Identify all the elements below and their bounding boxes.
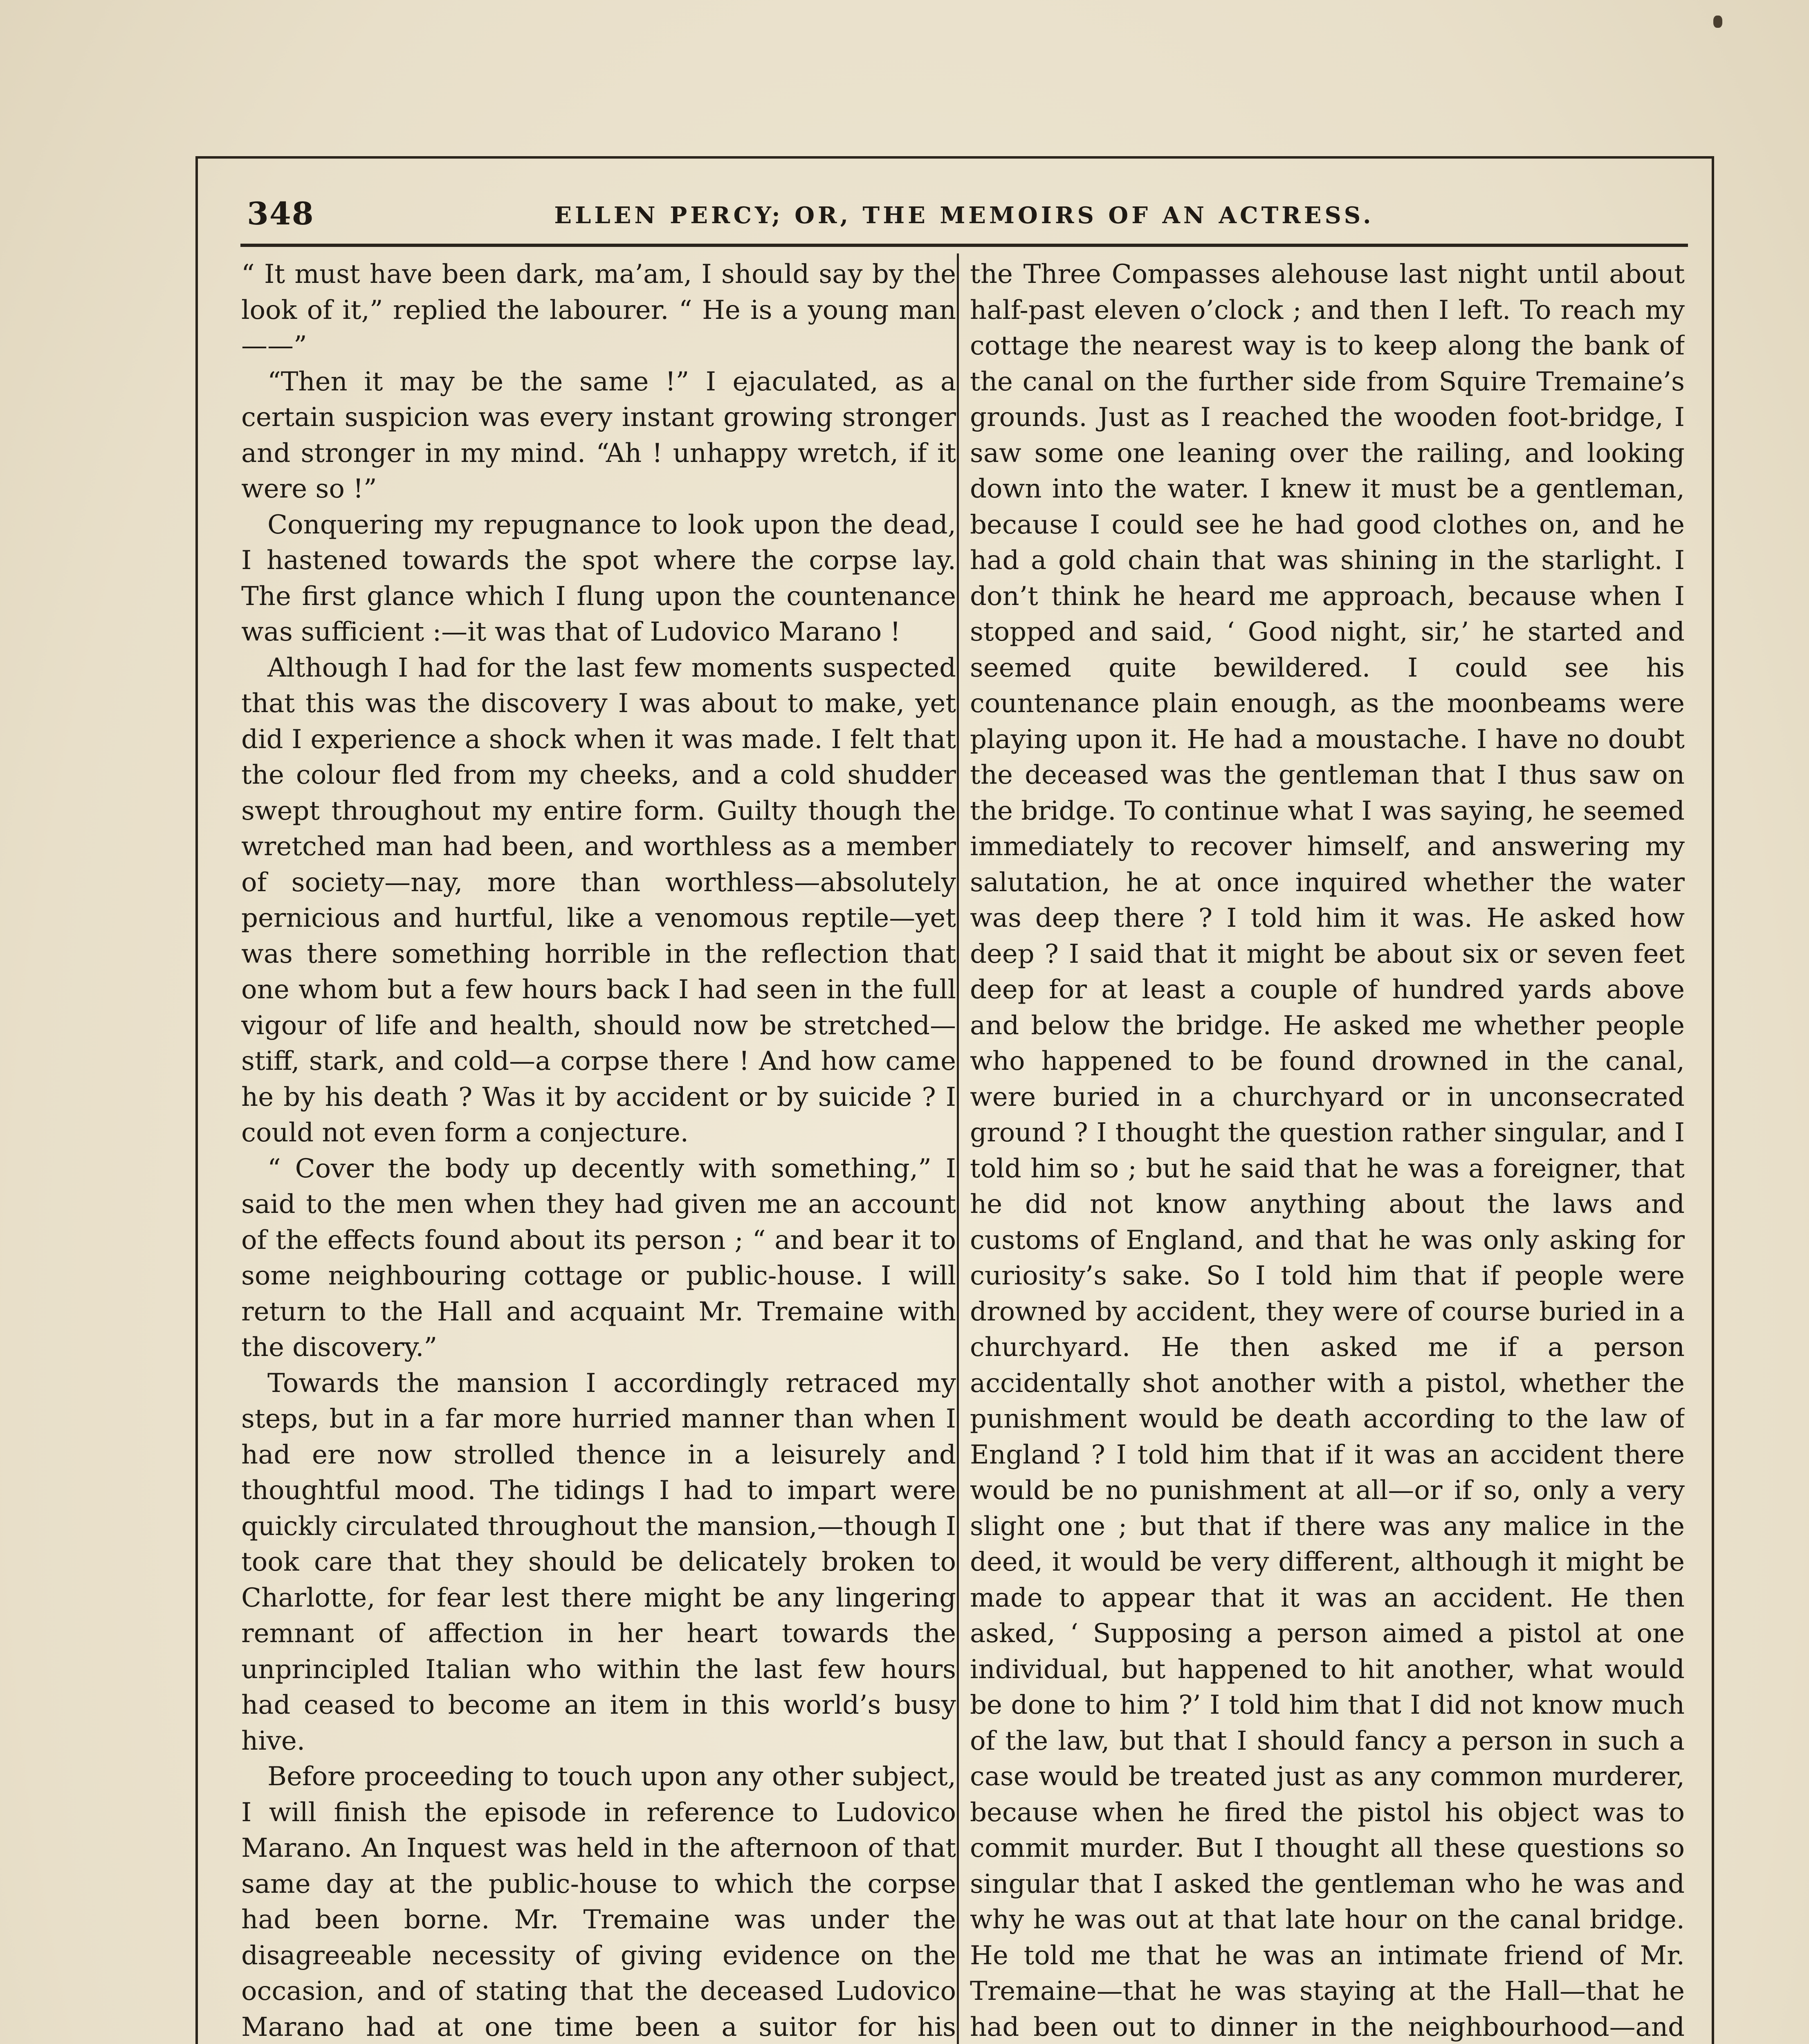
- column-divider: [957, 253, 959, 2044]
- paragraph: Towards the mansion I accordingly retraced my steps, but in a far more hurried manner than when I had ere now strolled thence in a leisurely and thoughtful mood. The tidings I had to impart were quickly circulated throughout the mansion,—though I took care that they should be delicately broken to Charlotte, for fear lest there might be any lingering remnant of affection in her heart towards the unprincipled Italian who within the last few hours had ceased to become an item in this world’s busy hive.: [241, 1368, 956, 1756]
- page-number: 348: [247, 195, 314, 232]
- header-rule: [240, 244, 1688, 247]
- paragraph: “ It must have been dark, ma’am, I should say by the look of it,” replied the labourer. “ He is a young man——”: [241, 259, 956, 361]
- ink-speck: [1713, 16, 1722, 28]
- paragraph: Conquering my repugnance to look upon the dead, I hastened towards the spot where the corpse lay. The first glance which I flung upon the countenance was sufficient :—it was that of Ludovico Marano !: [241, 509, 956, 647]
- right-column: [970, 257, 1685, 2044]
- paragraph: Before proceeding to touch upon any other subject, I will finish the episode in reference to Ludovico Marano. An Inquest was held in the afternoon of that same day at the public-house to which the corpse had been borne. Mr. Tremaine was under the disagreeable necessity of giving evidence on the occasion, and of stating that the deceased Ludovico Marano had at one time been a suitor for his: [241, 1762, 956, 2042]
- paragraph: “Then it may be the same !” I ejaculated, as a certain suspicion was every instant growing stronger and stronger in my mind. “Ah ! unhappy wretch, if it were so !”: [241, 366, 956, 504]
- left-column: [241, 257, 956, 2044]
- paragraph: Although I had for the last few moments suspected that this was the discovery I was about to make, yet did I experience a shock when it was made. I felt that the colour fled from my cheeks, and a cold shudder swept throughout my entire form. Guilty though the wretched man had been, and worthless as a member of society—nay, more than worthless—absolutely pernicious and hurtful, like a venomous reptile—yet was there something horrible in the reflection that one whom but a few hours back I had seen in the full vigour of life and health, should now be stretched—stiff, stark, and cold—a corpse there ! And how came he by his death ? Was it by accident or by suicide ? I could not even form a conjecture.: [241, 652, 956, 1148]
- page-header: [240, 193, 1688, 232]
- paragraph: “ Cover the body up decently with something,” I said to the men when they had given me an account of the effects found about its person ; “ and bear it to some neighbouring cottage or public-house. I will return to the Hall and acquaint Mr. Tremaine with the discovery.”: [241, 1153, 956, 1363]
- running-title: ELLEN PERCY; OR, THE MEMOIRS OF AN ACTRESS.: [554, 202, 1374, 229]
- paragraph: the Three Compasses alehouse last night until about half-past eleven o’clock ; and then I left. To reach my cottage the nearest way is to keep along the bank of the canal on the further side from Squire Tremaine’s grounds. Just as I reached the wooden foot-bridge, I saw some one leaning over the railing, and looking down into the water. I knew it must be a gentleman, because I could see he had good clothes on, and he had a gold chain that was shining in the starlight. I don’t think he heard me approach, because when I stopped and said, ‘ Good night, sir,’ he started and seemed quite bewildered. I could see his countenance plain enough, as the moonbeams were playing upon it. He had a moustache. I have no doubt the deceased was the gentleman that I thus saw on the bridge. To continue what I was saying, he seemed immediately to recover himself, and answering my salutation, he at once inquired whether the water was deep there ? I told him it was. He asked how deep ? I said that it might be about six or seven feet deep for at least a couple of hundred yards above and below the bridge. He asked me whether people who happened to be found drowned in the canal, were buried in a churchyard or in unconsecrated ground ? I thought the question rather singular, and I told him so ; but he said that he was a foreigner, that he did not know anything about the laws and customs of England, and that he was only asking for curiosity’s sake. So I told him that if people were drowned by accident, they were of course buried in a churchyard. He then asked me if a person accidentally shot another with a pistol, whether the punishment would be death according to the law of England ? I told him that if it was an accident there would be no punishment at all—or if so, only a very slight one ; but that if there was any malice in the deed, it would be very different, although it might be made to appear that it was an accident. He then asked, ‘ Supposing a person aimed a pistol at one individual, but happened to hit another, what would be done to him ?’ I told him that I did not know much of the law, but that I should fancy a person in such a case would be treated just as any common murderer, because when he fired the pistol his object was to commit murder. But I thought all these questions so singular that I asked the gentleman who he was and why he was out at that late hour on the canal bridge. He told me that he was an intimate friend of Mr. Tremaine—that he was staying at the Hall—that he had been out to dinner in the neighbourhood—and: [970, 259, 1685, 2042]
